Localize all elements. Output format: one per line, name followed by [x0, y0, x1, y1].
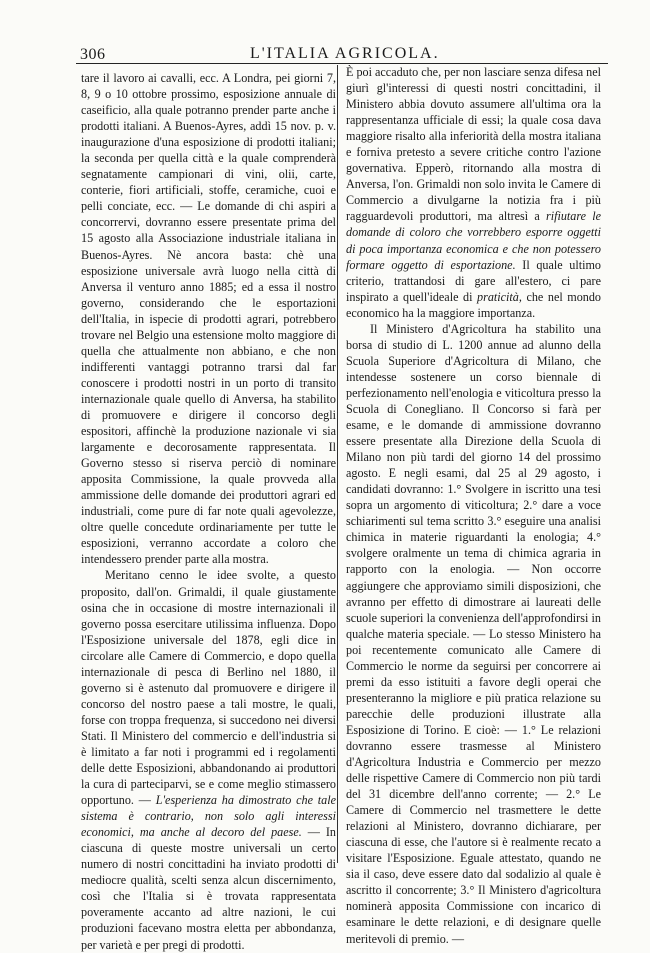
- right-paragraph-1-after: Il quale ultimo criterio, trattandosi di gare all'estero, ci pare inspirato a quell'ideale di: [346, 257, 602, 304]
- right-paragraph-1: [346, 64, 601, 321]
- left-column: [81, 70, 336, 953]
- right-paragraph-1-italic: rifiutare le domande di coloro che vorrebbero esporre oggetti di poca importanza economica e che non potessero formare oggetto di esportazione.: [346, 209, 601, 272]
- left-paragraph-2: [81, 567, 336, 952]
- left-paragraph-2-italic: L'esperienza ha dimostrato che tale sistema è contrario, non solo agli interessi economici, ma anche al decoro del paese.: [81, 793, 336, 840]
- right-paragraph-1-after-2: che nel mondo economico ha la maggiore importanza.: [346, 289, 601, 320]
- left-paragraph-1: [81, 70, 336, 567]
- right-paragraph-1-italic-2: praticità,: [477, 289, 522, 304]
- right-paragraph-2: [346, 321, 601, 947]
- page-number: 306: [80, 46, 106, 63]
- left-paragraph-2-after: — In ciascuna di queste mostre universali un certo numero di nostri concittadini ha inviato prodotti di mediocre qualità, scelti senza alcun discernimento, così che l'Italia si è trovata rappresentata poveramente accanto ad altre nazioni, le cui produzioni facevano mostra eletta per abbondanza, per varietà e per pregi di prodotti.: [81, 825, 336, 952]
- right-paragraph-1-text: È poi accaduto che, per non lasciare senza difesa nel giurì gl'interessi di questi nostri concittadini, il Ministero abbia dovuto assumere all'ultima ora la rappresentanza ufficiale di essi; la quale cosa dava maggiore risalto alla inferiorità della mostra italiana e forniva pretesto a severe critiche contro l'azione governativa. Epperò, ritornando alla mostra di Anversa, l'on. Grimaldi non solo invita le Camere di Commercio a divulgarne la notizia fra i più ragguardevoli produttori, ma altresì a: [346, 65, 601, 224]
- left-paragraph-2-text: Meritano cenno le idee svolte, a questo proposito, dall'on. Grimaldi, il quale giustamente osina che in occasione di mostre internazionali il governo possa esercitare utilissima influenza. Dopo l'Esposizione universale del 1878, egli dice in circolare alle Camere di Commercio, e dopo quella internazionale di pesca di Berlino nel 1880, il governo si è astenuto dal promuovere e dirigere il concorso del nostro paese a tali mostre, le quali, forse con troppa frequenza, si succedono nei diversi Stati. Il Ministero del commercio e dell'industria si è limitato a far noti i programmi ed i regolamenti delle dette Esposizioni, abbandonando ai produttori la cura di parteciparvi, se e come meglio stimassero opportuno. —: [81, 568, 336, 808]
- right-paragraph-2-text: Il Ministero d'Agricoltura ha stabilito una borsa di studio di L. 1200 annue ad alunno della Scuola Superiore d'Agricoltura di Milano, che intendesse sostenere un corso biennale di perfezionamento nell'enologia e viticoltura presso la Scuola di Conegliano. Il Concorso si farà per esame, e le domande di ammissione dovranno essere presentate alla Direzione della Scuola di Milano non più tardi del giorno 14 del prossimo agosto. E negli esami, dal 25 al 29 agosto, i candidati dovranno: 1.° Svolgere in iscritto una tesi sopra un argomento di viticoltura; 2.° dare a voce schiarimenti sul tema scritto 3.° eseguire una analisi chimica in materie riguardanti la enologia; 4.° svolgere oralmente un tema di chimica agraria in rapporto con la enologia. — Non occorre aggiungere che approviamo simili disposizioni, che avranno per effetto di dimostrare ai laureati delle scuole superiori la convenienza dell'approfondirsi in qualche materia speciale. — Lo stesso Ministero ha poi recentemente comunicato alle Camere di Commercio le norme da seguirsi per concorrere ai premi da esso istituiti a favore degli operai che presenteranno la migliore e più pratica relazione su parecchie delle produzioni illustrate alla Esposizione di Torino. E cioè: — 1.° Le relazioni dovranno essere trasmesse al Ministero d'Agricoltura Industria e Commercio per mezzo delle rispettive Camere di Commercio non più tardi del 31 dicembre dell'anno corrente; — 2.° Le Camere di Commercio nel trasmettere le dette relazioni al Ministero, dovranno dichiarare, per ciascuna di esse, che l'autore si è realmente recato a visitare l'Esposizione. Eguale attestato, quando ne sia il caso, deve essere dato dal sodalizio al quale è ascritto il concorrente; 3.° Il Ministero d'agricoltura nominerà apposita Commissione con incarico di esaminare le dette relazioni, e di designare quelle meritevoli di premio. —: [346, 321, 601, 946]
- left-paragraph-1-text: tare il lavoro ai cavalli, ecc. A Londra, pei giorni 7, 8, 9 o 10 ottobre prossimo, esposizione annuale di caseificio, alla quale potranno prender parte anche i prodotti italiani. A Buenos-Ayres, addì 15 nov. p. v. inaugurazione d'una esposizione di prodotti italiani; la seconda per quella città e la quale comprenderà segnatamente campionari di vini, olii, carte, conterie, fiori artificiali, stoffe, ceramiche, cuoi e pelli conciate, ecc. — Le domande di chi aspiri a concorrervi, dovranno essere presentate prima del 15 agosto alla Associazione industriale italiana in Buenos-Ayres. Nè ancora basta: chè una esposizione universale avrà luogo nella città di Anversa il venturo anno 1885; ed a essa il nostro governo, considerando che le esportazioni dell'Italia, in ispecie di prodotti agrari, potrebbero trovare nel Belgio una estensione molto maggiore di quella che attualmente non abbiano, e che non indifferenti vantaggi potranno trarsi dal far conoscere i prodotti nostri in un porto di transito internazionale quale quello di Anversa, ha stabilito di promuovere e dirigere il concorso degli espositori, affinchè la produzione nazionale vi sia largamente e decorosamente rappresentata. Il Governo stesso si riserva perciò di nominare apposita Commissione, la quale provveda alla ammissione delle domande dei produttori agrari ed industriali, come pure di far note quali agevolezze, oltre quelle concedute ordinariamente per tutte le esposizioni, verranno accordate a coloro che intendessero prender parte alla mostra.: [81, 71, 336, 567]
- right-column: [346, 64, 601, 947]
- column-divider: [337, 65, 338, 863]
- journal-title: L'ITALIA AGRICOLA.: [250, 45, 440, 62]
